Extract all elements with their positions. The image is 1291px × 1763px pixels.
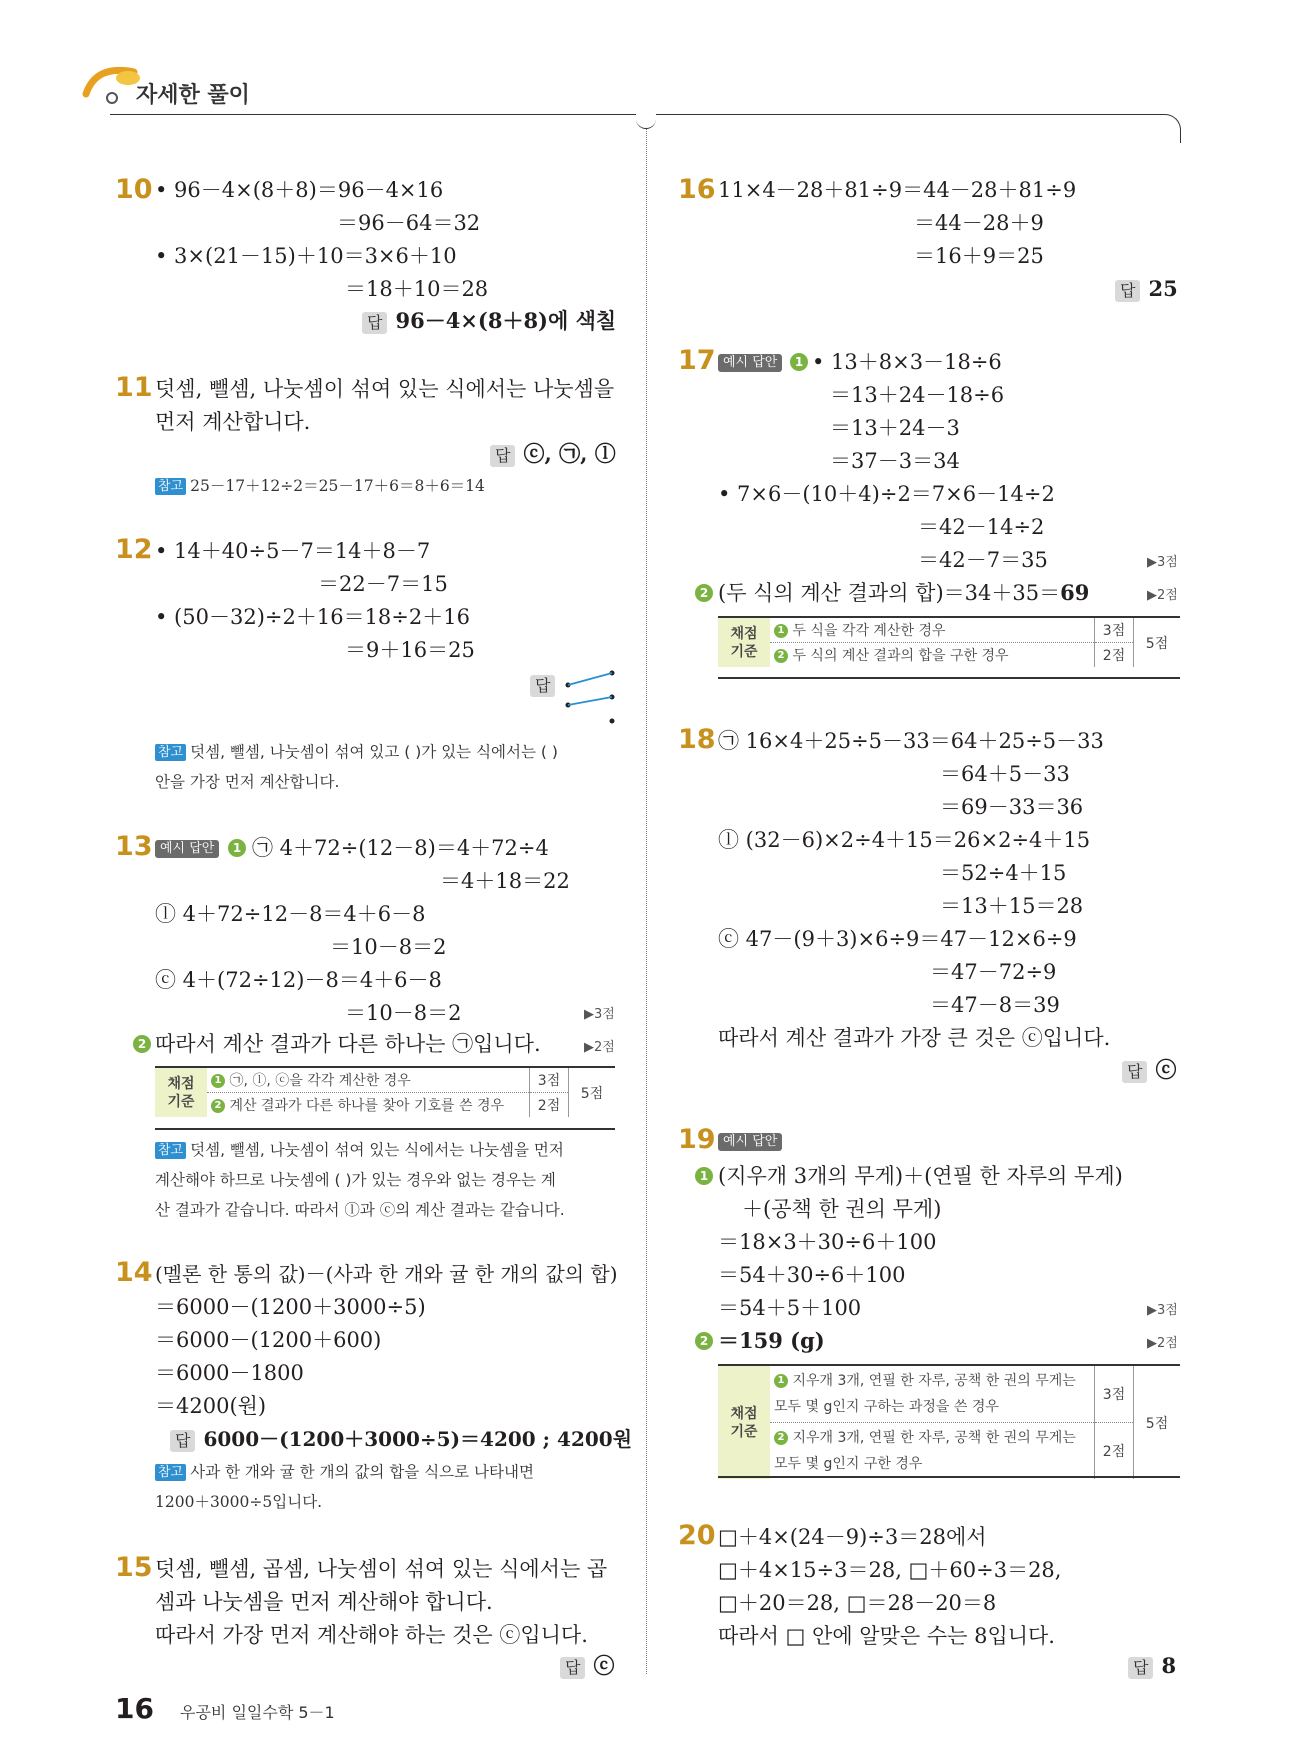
problem-18-line: ＝13＋15＝28 xyxy=(940,894,1084,918)
page-number: 16 xyxy=(115,1692,154,1725)
problem-19-answer: ＝159 (g) xyxy=(718,1328,825,1353)
grading-criteria-table xyxy=(155,1068,615,1117)
grading-criteria-table xyxy=(718,1366,1180,1479)
problem-16-number: 16 xyxy=(678,174,716,205)
points-label: ▶3점 xyxy=(1147,1303,1178,1318)
problem-14-number: 14 xyxy=(115,1257,153,1288)
problem-18-line: ＝47－8＝39 xyxy=(930,993,1060,1017)
problem-15-answer: ⓒ xyxy=(593,1653,615,1678)
problem-11-reference xyxy=(155,472,485,501)
problem-11-number: 11 xyxy=(115,372,153,403)
problem-18-number: 18 xyxy=(678,724,716,755)
problem-19-number: 19 xyxy=(678,1124,716,1155)
header-logo xyxy=(82,58,142,106)
criteria-rule-bottom xyxy=(718,677,1180,679)
criteria-total: 5점 xyxy=(1134,618,1181,667)
criteria-head: 채점 기준 xyxy=(155,1068,207,1117)
reference-tag: 참고 xyxy=(155,744,186,761)
criteria-points: 2점 xyxy=(1095,643,1134,668)
problem-16-answer: 25 xyxy=(1148,276,1178,301)
reference-tag: 참고 xyxy=(155,1464,186,1481)
criteria-rule-bottom xyxy=(155,1128,615,1130)
reference-text: 산 결과가 같습니다. 따라서 ⓛ과 ⓒ의 계산 결과는 같습니다. xyxy=(155,1201,565,1219)
problem-12-reference xyxy=(155,738,558,767)
problem-18-line: 따라서 계산 결과가 가장 큰 것은 ⓒ입니다. xyxy=(718,1026,1111,1050)
problem-19-line: (지우개 3개의 무게)＋(연필 한 자루의 무게) xyxy=(718,1164,1123,1188)
problem-17-line: • 13＋8×3－18÷6 xyxy=(812,350,1002,374)
problem-12-line: • (50－32)÷2＋16＝18÷2＋16 xyxy=(155,605,470,629)
points-label: ▶3점 xyxy=(584,1007,615,1022)
problem-20-number: 20 xyxy=(678,1520,716,1551)
problem-18-answer: ⓒ xyxy=(1155,1057,1177,1082)
problem-18-line: ⓒ 47－(9＋3)×6÷9＝47－12×6÷9 xyxy=(718,927,1077,951)
problem-10-line: ＝18＋10＝28 xyxy=(345,277,489,301)
criteria-points: 3점 xyxy=(1095,618,1134,643)
problem-18-line: ＝64＋5－33 xyxy=(940,762,1070,786)
answer-badge: 답 xyxy=(490,445,515,467)
answer-badge: 답 xyxy=(1122,1061,1147,1083)
criteria-total: 5점 xyxy=(569,1068,616,1117)
criteria-total: 5점 xyxy=(1134,1366,1181,1479)
answer-badge: 답 xyxy=(1115,280,1140,302)
reference-tag: 참고 xyxy=(155,478,186,495)
problem-15-line: 따라서 가장 먼저 계산해야 하는 것은 ⓒ입니다. xyxy=(155,1623,588,1647)
problem-10-line: ＝96－64＝32 xyxy=(337,211,481,235)
problem-15-answer-row xyxy=(560,1652,614,1680)
step-1-marker: 1 xyxy=(790,351,808,371)
problem-13-line: ＝10－8＝2 xyxy=(345,1001,462,1025)
answer-badge: 답 xyxy=(530,675,555,697)
criteria-points: 2점 xyxy=(530,1093,569,1118)
problem-10-line: • 3×(21－15)＋10＝3×6＋10 xyxy=(155,244,457,268)
step-2-marker: 2 xyxy=(695,582,713,602)
problem-13-line: ⓛ 4＋72÷12－8＝4＋6－8 xyxy=(155,902,426,926)
reference-text: 덧셈, 뺄셈, 나눗셈이 섞여 있는 식에서는 나눗셈을 먼저 xyxy=(190,1141,564,1159)
problem-17-line: ＝42－7＝35 xyxy=(918,548,1048,572)
problem-20-line: □＋20＝28, □＝28－20＝8 xyxy=(718,1591,997,1615)
problem-13-line: ㉠ 4＋72÷(12－8)＝4＋72÷4 xyxy=(252,836,549,860)
problem-14-line: ＝4200(원) xyxy=(155,1394,267,1418)
problem-20-line: □＋4×15÷3＝28, □＋60÷3＝28, xyxy=(718,1558,1062,1582)
problem-13-line: ＝4＋18＝22 xyxy=(440,869,570,893)
problem-18-answer-row xyxy=(1122,1056,1176,1084)
criteria-item: 1 ㉠, ⓛ, ⓒ을 각각 계산한 경우 xyxy=(207,1068,530,1093)
problem-10-line: • 96－4×(8＋8)＝96－4×16 xyxy=(155,178,444,202)
problem-19-line: ＝54＋30÷6＋100 xyxy=(718,1263,906,1287)
problem-20-answer: 8 xyxy=(1161,1653,1177,1678)
problem-18-line: ㉠ 16×4＋25÷5－33＝64＋25÷5－33 xyxy=(718,729,1104,753)
problem-10-answer-row xyxy=(362,307,616,335)
answer-badge: 답 xyxy=(1128,1657,1153,1679)
problem-14-answer: 6000－(1200＋3000÷5)＝4200 ; 4200원 xyxy=(203,1427,633,1451)
reference-tag: 참고 xyxy=(155,1142,186,1159)
problem-18-line: ⓛ (32－6)×2÷4＋15＝26×2÷4＋15 xyxy=(718,828,1091,852)
problem-11-answer: ⓒ, ㉠, ⓛ xyxy=(523,441,616,466)
problem-12-number: 12 xyxy=(115,534,153,565)
criteria-item: 2 지우개 3개, 연필 한 자루, 공책 한 권의 무게는 모두 몇 g인지 구한 경우 xyxy=(774,1430,1076,1472)
problem-17-line: (두 식의 계산 결과의 합)＝34＋35＝69 xyxy=(718,580,1090,605)
problem-17-line: ＝42－14÷2 xyxy=(918,515,1045,539)
problem-12-answer-row xyxy=(530,670,563,698)
points-label: ▶3점 xyxy=(1147,555,1178,570)
problem-17-line: ＝13＋24－18÷6 xyxy=(830,383,1005,407)
problem-13-line: ＝10－8＝2 xyxy=(330,935,447,959)
problem-17-line: • 7×6－(10＋4)÷2＝7×6－14÷2 xyxy=(718,482,1055,506)
reference-text: 사과 한 개와 귤 한 개의 값의 합을 식으로 나타내면 xyxy=(190,1463,534,1481)
problem-16-line: 11×4－28＋81÷9＝44－28＋81÷9 xyxy=(718,178,1077,202)
problem-11-line: 덧셈, 뺄셈, 나눗셈이 섞여 있는 식에서는 나눗셈을 xyxy=(155,377,615,401)
problem-12-line: ＝9＋16＝25 xyxy=(345,638,475,662)
problem-20-line: □＋4×(24－9)÷3＝28에서 xyxy=(718,1525,987,1549)
criteria-rule-bottom xyxy=(718,1476,1180,1478)
reference-text: 안을 가장 먼저 계산합니다. xyxy=(155,773,340,791)
problem-19-line: ＝18×3＋30÷6＋100 xyxy=(718,1230,937,1254)
problem-18-line: ＝52÷4＋15 xyxy=(940,861,1067,885)
problem-14-answer-row xyxy=(170,1425,632,1453)
problem-13-line: ⓒ 4＋(72÷12)－8＝4＋6－8 xyxy=(155,968,442,992)
center-divider xyxy=(646,114,647,1674)
header-title: 자세한 풀이 xyxy=(136,83,250,108)
problem-20-line: 따라서 □ 안에 알맞은 수는 8입니다. xyxy=(718,1624,1055,1648)
problem-16-line: ＝16＋9＝25 xyxy=(914,244,1044,268)
problem-14-line: ＝6000－(1200＋600) xyxy=(155,1328,382,1352)
problem-11-line: 먼저 계산합니다. xyxy=(155,410,311,434)
problem-17-line: ＝37－3＝34 xyxy=(830,449,960,473)
step-2-marker: 2 xyxy=(695,1330,713,1350)
matching-lines-diagram xyxy=(560,665,620,727)
problem-10-number: 10 xyxy=(115,174,153,205)
problem-17-line: ＝13＋24－3 xyxy=(830,416,960,440)
answer-badge: 답 xyxy=(560,1657,585,1679)
problem-14-reference xyxy=(155,1458,534,1487)
grading-criteria-table xyxy=(718,618,1180,667)
example-answer-tag: 예시 답안 xyxy=(155,838,219,858)
problem-17-answer: 69 xyxy=(1060,580,1090,605)
answer-badge: 답 xyxy=(170,1430,195,1452)
criteria-item: 2 두 식의 계산 결과의 합을 구한 경우 xyxy=(770,643,1095,668)
problem-15-line: 셈과 나눗셈을 먼저 계산해야 합니다. xyxy=(155,1590,493,1614)
problem-11-answer-row xyxy=(490,440,616,468)
problem-19-line: ＝54＋5＋100 xyxy=(718,1296,862,1320)
step-2-marker: 2 xyxy=(133,1033,151,1053)
points-label: ▶2점 xyxy=(1147,1336,1178,1351)
problem-20-answer-row xyxy=(1128,1652,1176,1680)
reference-text: 25－17＋12÷2＝25－17＋6＝8＋6＝14 xyxy=(190,477,485,495)
problem-16-answer-row xyxy=(1115,275,1178,303)
criteria-points: 2점 xyxy=(1095,1423,1134,1480)
problem-14-line: ＝6000－(1200＋3000÷5) xyxy=(155,1295,426,1319)
problem-13-reference xyxy=(155,1136,564,1165)
step-1-marker: 1 xyxy=(695,1165,713,1185)
criteria-points: 3점 xyxy=(1095,1366,1134,1423)
problem-14-line: ＝6000－1800 xyxy=(155,1361,304,1385)
reference-text: 덧셈, 뺄셈, 나눗셈이 섞여 있고 ( )가 있는 식에서는 ( ) xyxy=(190,743,558,761)
problem-18-line: ＝69－33＝36 xyxy=(940,795,1084,819)
answer-badge: 답 xyxy=(362,312,387,334)
problem-13-number: 13 xyxy=(115,831,153,862)
problem-10-answer: 96－4×(8＋8)에 색칠 xyxy=(395,308,617,333)
problem-16-line: ＝44－28＋9 xyxy=(914,211,1044,235)
problem-14-line: (멜론 한 통의 값)－(사과 한 개와 귤 한 개의 값의 합) xyxy=(155,1262,618,1286)
problem-18-line: ＝47－72÷9 xyxy=(930,960,1057,984)
criteria-head: 채점 기준 xyxy=(718,1366,770,1479)
example-answer-tag: 예시 답안 xyxy=(718,352,782,372)
points-label: ▶2점 xyxy=(584,1040,615,1055)
book-title: 우공비 일일수학 5－1 xyxy=(180,1703,335,1722)
problem-12-line: • 14＋40÷5－7＝14＋8－7 xyxy=(155,539,431,563)
problem-19-line: ＋(공책 한 권의 무게) xyxy=(742,1197,942,1221)
criteria-item: 1 두 식을 각각 계산한 경우 xyxy=(770,618,1095,643)
points-label: ▶2점 xyxy=(1147,588,1178,603)
reference-text: 1200＋3000÷5입니다. xyxy=(155,1493,323,1511)
example-answer-tag: 예시 답안 xyxy=(718,1131,782,1151)
criteria-points: 3점 xyxy=(530,1068,569,1093)
problem-17-number: 17 xyxy=(678,345,716,376)
criteria-item: 1 지우개 3개, 연필 한 자루, 공책 한 권의 무게는 모두 몇 g인지 구하는 과정을 쓴 경우 xyxy=(770,1366,1095,1423)
problem-15-line: 덧셈, 뺄셈, 곱셈, 나눗셈이 섞여 있는 식에서는 곱 xyxy=(155,1557,608,1581)
problem-13-line: 따라서 계산 결과가 다른 하나는 ㉠입니다. xyxy=(155,1032,541,1056)
step-1-marker: 1 xyxy=(228,837,246,857)
criteria-item: 2 계산 결과가 다른 하나를 찾아 기호를 쓴 경우 xyxy=(207,1093,530,1118)
criteria-head: 채점 기준 xyxy=(718,618,770,667)
reference-text: 계산해야 하므로 나눗셈에 ( )가 있는 경우와 없는 경우는 계 xyxy=(155,1171,556,1189)
problem-15-number: 15 xyxy=(115,1552,153,1583)
problem-12-line: ＝22－7＝15 xyxy=(318,572,448,596)
